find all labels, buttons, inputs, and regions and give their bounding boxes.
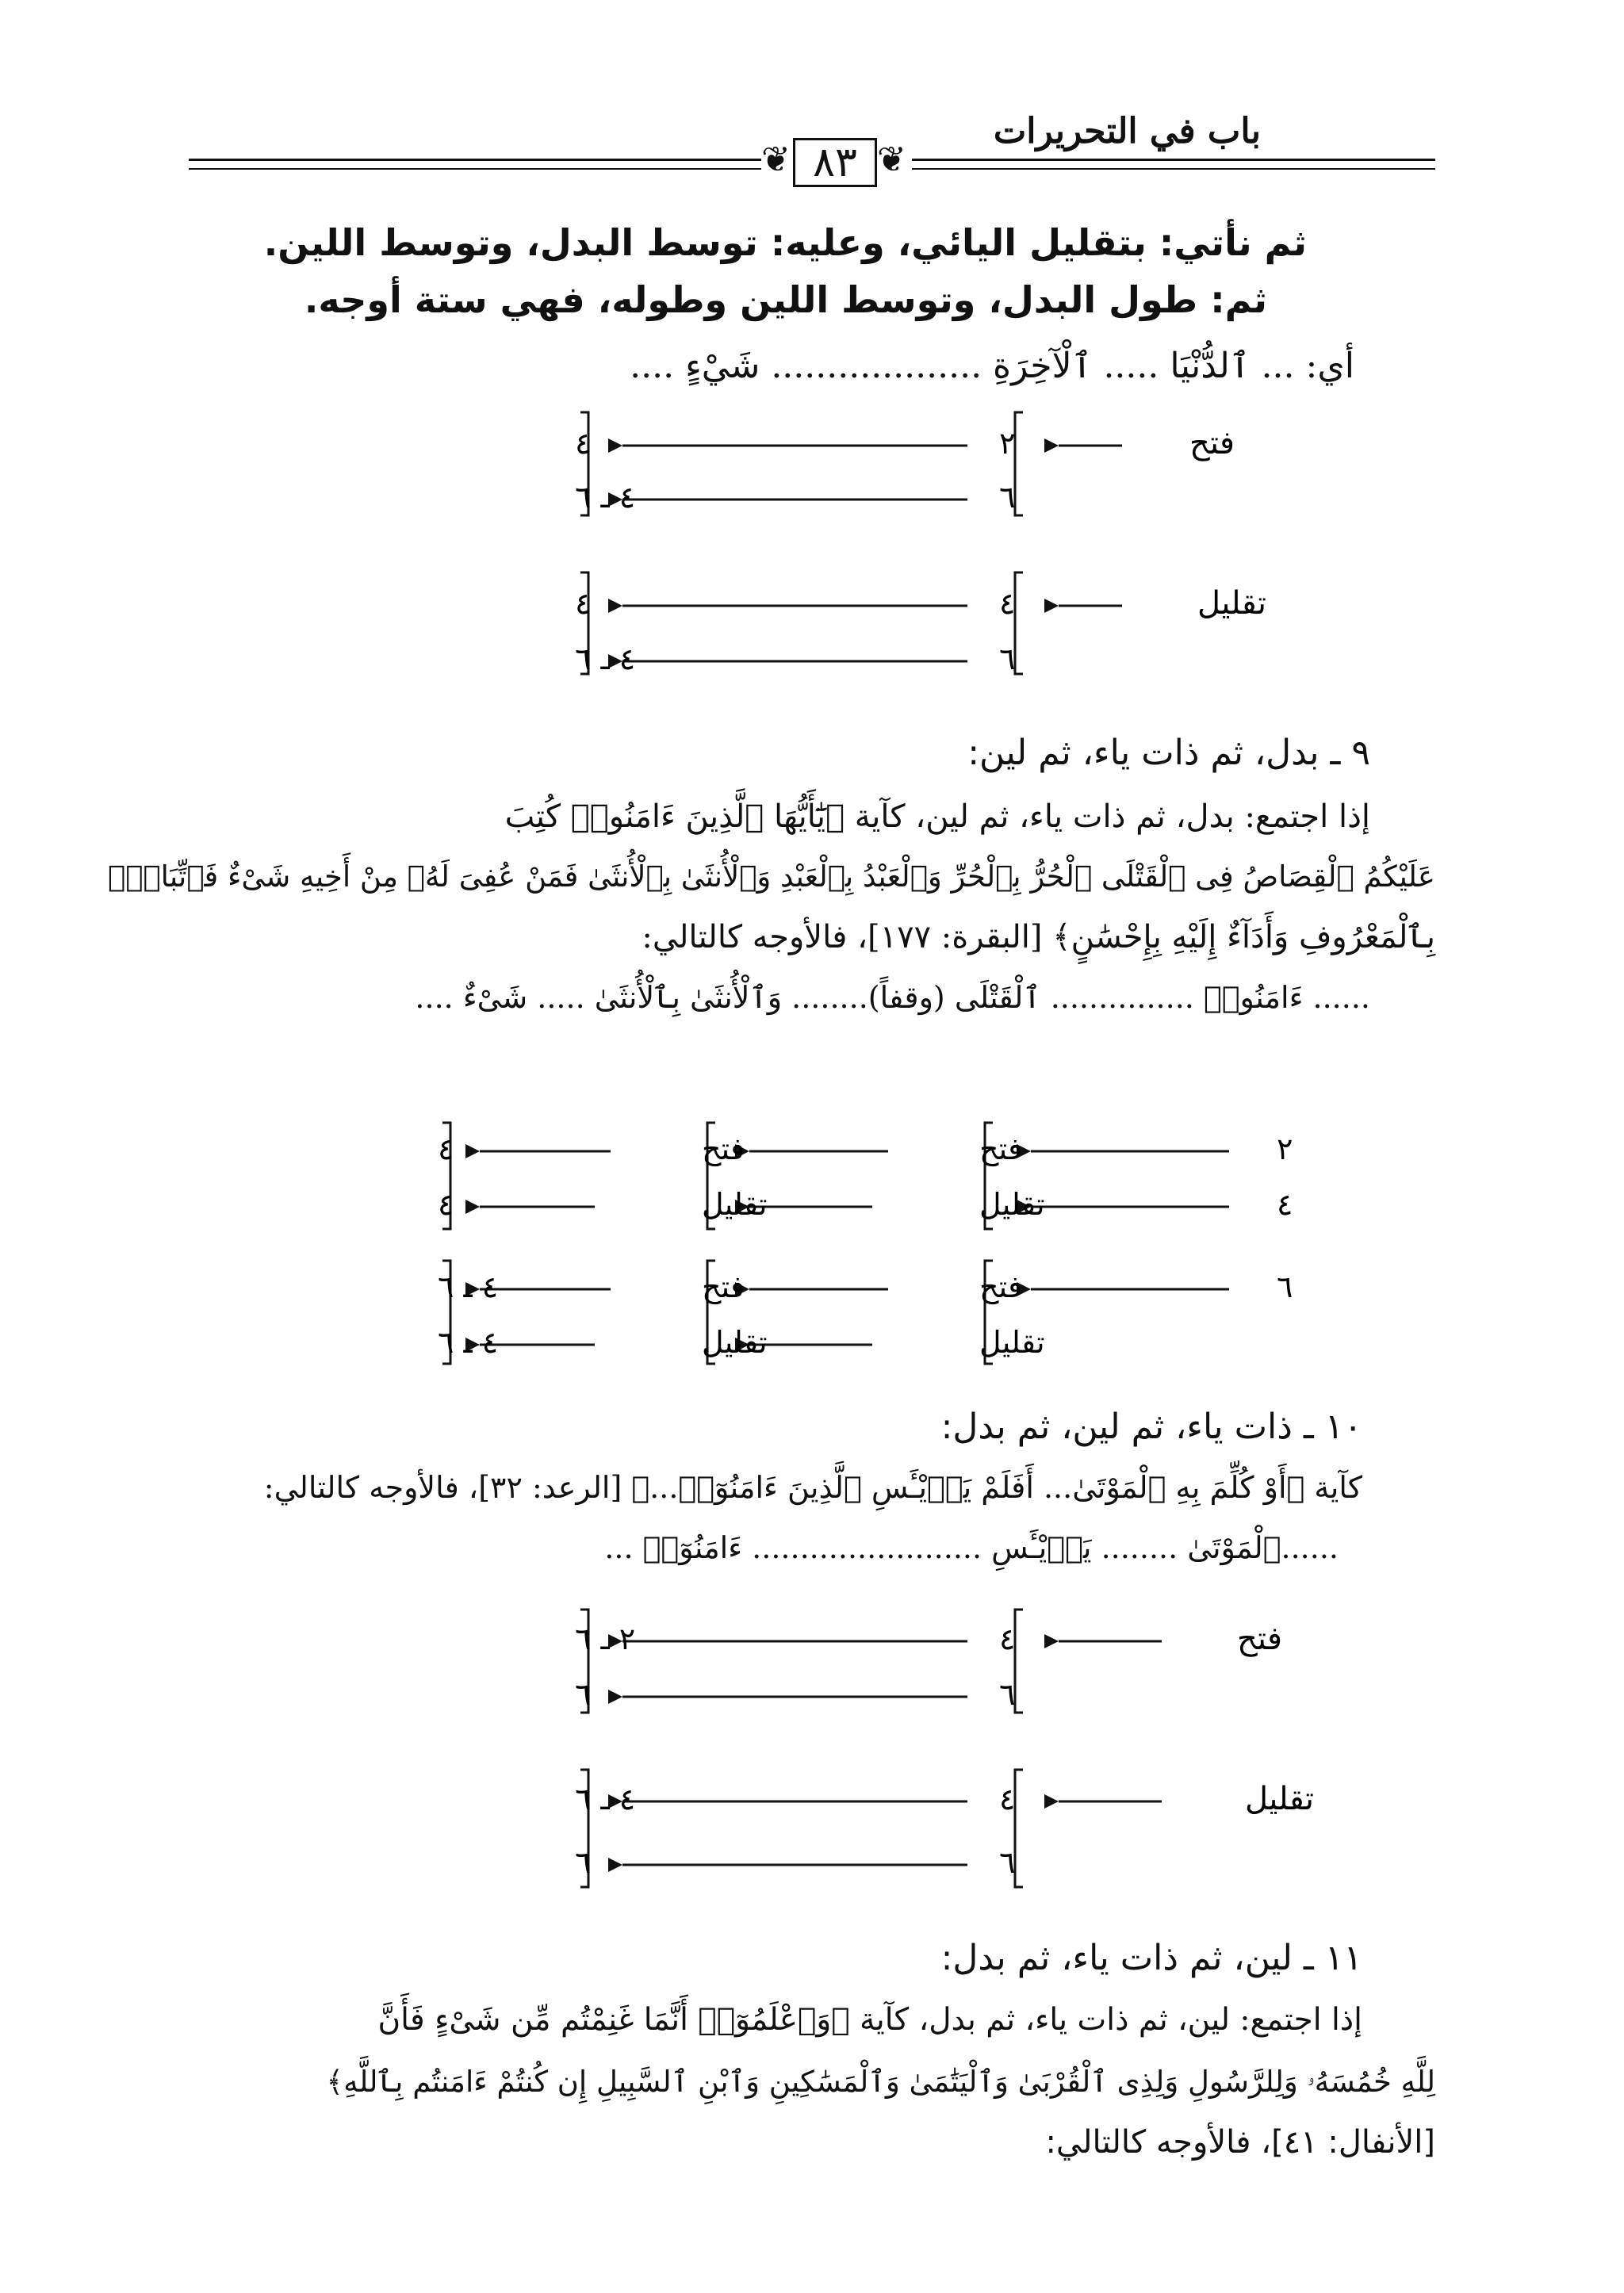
diagram1-branch-fath: فتح (1189, 425, 1235, 461)
s9-leen-1: ٤ (438, 1131, 454, 1166)
ornament-right-icon: ❦ (877, 140, 906, 180)
s9-badal-2: ٤ (1277, 1187, 1293, 1222)
diagram1-taqlil-badal-1: ٤ (999, 586, 1016, 621)
s10-taqlil-leen-1: ٤ (999, 1782, 1016, 1816)
s9-leen-2: ٤ (438, 1187, 454, 1222)
header-rule-right-top (912, 159, 1435, 161)
diagram1-taqlil-leen-2: ٤ ـ ٦ (575, 641, 636, 676)
section10-diagram (444, 1586, 1314, 1919)
diagram1-taqlil-badal-2: ٦ (999, 641, 1016, 676)
s9-badal-1: ٢ (1277, 1131, 1293, 1166)
diagram1-words: أي: ... ٱلدُّنْيَا ..... ٱلْآخِرَةِ ................... شَيْءٍ .... (630, 346, 1354, 386)
diagram1-fath-badal-1: ٢ (999, 426, 1016, 461)
section11-para-2: لِلَّهِ خُمُسَهُۥ وَلِلرَّسُولِ وَلِذِى ٱلْقُرْبَىٰ وَٱلْيَتَٰمَىٰ وَٱلْمَسَٰكِينِ وَٱبْنِ ٱلسَّبِيلِ إِن كُنتُمْ ءَامَنتُم بِٱللَّهِ﴾ (326, 2065, 1435, 2099)
section10-heading: ١٠ ـ ذات ياء، ثم لين، ثم بدل: (940, 1407, 1362, 1447)
s10-fath-badal-2: ٦ (575, 1677, 592, 1712)
section11-para-3: [الأنفال: ٤١]، فالأوجه كالتالي: (1045, 2124, 1435, 2161)
section10-para-1: كآية ﴿أَوْ كُلِّمَ بِهِ ٱلْمَوْتَىٰ... أَفَلَمْ يَا۟يْـَٔسِ ٱلَّذِينَ ءَامَنُوٓا۟...﴾ [الرعد: ٣٢]، فالأوجه كالتالي: (263, 1470, 1362, 1505)
s9-leen-type-fath-1: فتح (702, 1131, 745, 1166)
section9-para-1: إذا اجتمع: بدل، ثم ذات ياء، ثم لين، كآية ﴿يَٰٓأَيُّهَا ٱلَّذِينَ ءَامَنُوا۟ كُتِبَ (504, 798, 1370, 835)
s10-taqlil-badal-2: ٦ (575, 1845, 592, 1880)
s9-leen-type-taqlil-1: تقليل (702, 1187, 768, 1222)
s9-yaa-taqlil-2: تقليل (979, 1325, 1045, 1360)
s10-branch-taqlil: تقليل (1245, 1781, 1314, 1817)
s10-fath-badal-1: ٢ ـ ٦ (575, 1621, 636, 1656)
header-rule-left-bottom (189, 168, 761, 170)
section9-diagram (349, 1031, 1300, 1380)
s10-fath-leen-2: ٦ (999, 1677, 1016, 1712)
s9-leen-type-fath-2: فتح (702, 1269, 745, 1304)
section11-para-1: إذا اجتمع: لين، ثم ذات ياء، ثم بدل، كآية ﴿وَٱعْلَمُوٓا۟ أَنَّمَا غَنِمْتُم مِّن شَىْءٍ فَأَنَّ (377, 2002, 1362, 2038)
section11-heading: ١١ ـ لين، ثم ذات ياء، ثم بدل: (940, 1938, 1362, 1978)
s10-taqlil-leen-2: ٦ (999, 1845, 1016, 1880)
intro-line-2: ثم: طول البدل، وتوسط اللين وطوله، فهي ستة أوجه. (304, 278, 1267, 321)
s9-leen-3: ٤ ـ ٦ (438, 1269, 499, 1304)
section9-para-2: عَلَيْكُمُ ٱلْقِصَاصُ فِى ٱلْقَتْلَى ٱلْحُرُّ بِٱلْحُرِّ وَٱلْعَبْدُ بِٱلْعَبْدِ وَٱلْأُنثَىٰ بِٱلْأُنثَىٰ فَمَنْ عُفِىَ لَهُۥ مِنْ أَخِيهِ شَىْءٌ فَٱتِّبَاعٌۢ (107, 859, 1435, 894)
s9-yaa-fath-1: فتح (979, 1131, 1023, 1166)
diagram1-fath-leen-1: ٤ (575, 426, 592, 461)
header-rule-left-top (189, 159, 761, 161)
ornament-left-icon: ❦ (761, 140, 791, 180)
s10-branch-fath: فتح (1237, 1621, 1283, 1657)
section9-heading: ٩ ـ بدل، ثم ذات ياء، ثم لين: (967, 733, 1370, 773)
diagram1-branch-taqlil: تقليل (1197, 585, 1266, 622)
s9-leen-4: ٤ ـ ٦ (438, 1325, 499, 1360)
diagram1-fath-leen-2: ٤ ـ ٦ (575, 480, 636, 515)
s10-taqlil-badal-1: ٤ ـ ٦ (575, 1782, 636, 1816)
header-rule-right-bottom (912, 168, 1435, 170)
diagram1-taqlil-leen-1: ٤ (575, 586, 592, 621)
diagram1-fath-badal-2: ٦ (999, 480, 1016, 515)
section9-words: ...... ءَامَنُوا۟ ............... ٱلْقَتْلَى (وقفاً)........ وَٱلْأُنثَىٰ بِٱلْأُنثَىٰ ..... شَىْءٌ .... (415, 980, 1370, 1015)
section10-words: ......ٱلْمَوْتَىٰ ........ يَا۟يْـَٔسِ ........................ ءَامَنُوٓا۟ ... (604, 1530, 1339, 1565)
s10-fath-leen-1: ٤ (999, 1621, 1016, 1656)
s9-yaa-fath-2: فتح (979, 1269, 1023, 1304)
s9-yaa-taqlil-1: تقليل (979, 1187, 1045, 1222)
diagram1 (444, 404, 1266, 706)
intro-line-1: ثم نأتي: بتقليل اليائي، وعليه: توسط البدل، وتوسط اللين. (263, 221, 1307, 264)
section9-para-3: بِٱلْمَعْرُوفِ وَأَدَآءٌ إِلَيْهِ بِإِحْسَٰنٍ﴾ [البقرة: ١٧٧]، فالأوجه كالتالي: (642, 919, 1435, 955)
s9-leen-type-taqlil-2: تقليل (702, 1325, 768, 1360)
page-number: ٨٣ (793, 138, 877, 187)
s9-badal-3: ٦ (1277, 1269, 1293, 1304)
chapter-title: باب في التحريرات (993, 111, 1261, 151)
